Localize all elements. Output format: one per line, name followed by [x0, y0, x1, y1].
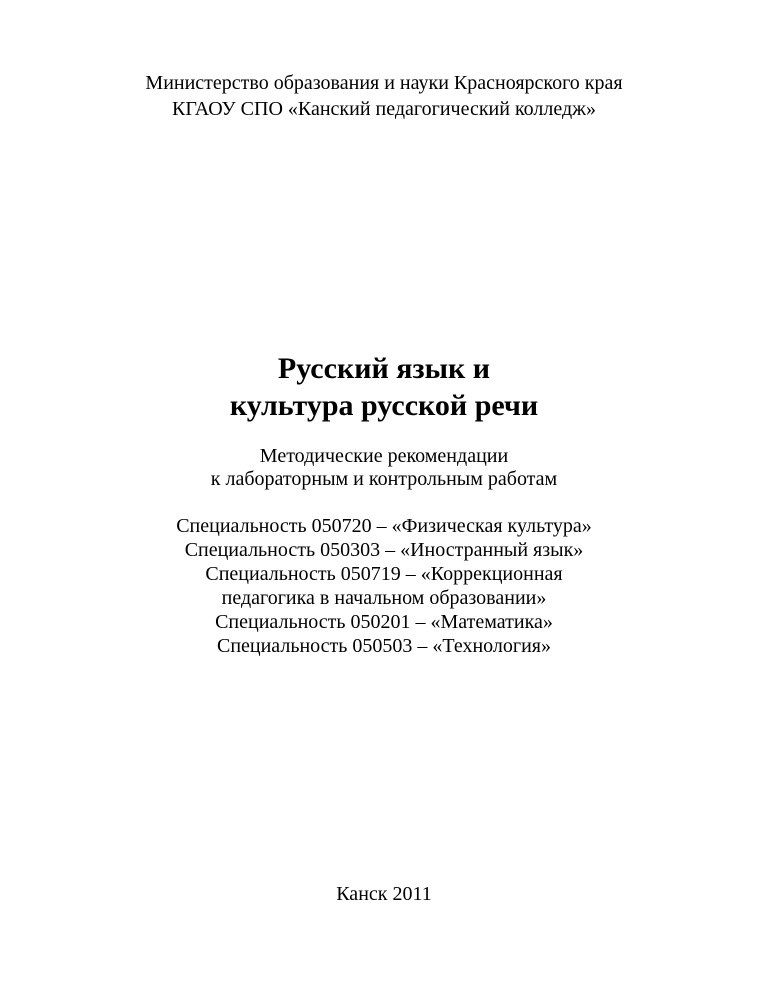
- title-line-1: Русский язык и: [277, 352, 491, 385]
- specialty-line: Специальность 050720 – «Физическая культура»: [176, 515, 592, 537]
- specialty-line: Специальность 050503 – «Технология»: [216, 635, 551, 657]
- institution-header: [0, 70, 768, 122]
- title-line-2: культура русской речи: [229, 389, 539, 422]
- city-year: [0, 882, 768, 906]
- city-year-text: Канск 2011: [336, 883, 432, 905]
- specialty-line: Специальность 050303 – «Иностранный язык»: [184, 539, 584, 561]
- document-subtitle: [0, 445, 768, 491]
- ministry-name: Министерство образования и науки Красноярского края: [145, 72, 623, 94]
- document-title: [0, 350, 768, 424]
- subtitle-line-2: к лабораторным и контрольным работам: [210, 468, 558, 490]
- specialties-list: [0, 514, 768, 658]
- subtitle-line-1: Методические рекомендации: [259, 445, 509, 467]
- college-name: КГАОУ СПО «Канский педагогический колледж»: [172, 98, 596, 120]
- specialty-line: педагогика в начальном образовании»: [221, 587, 547, 609]
- specialty-line: Специальность 050201 – «Математика»: [215, 611, 553, 633]
- specialty-line: Специальность 050719 – «Коррекционная: [205, 563, 563, 585]
